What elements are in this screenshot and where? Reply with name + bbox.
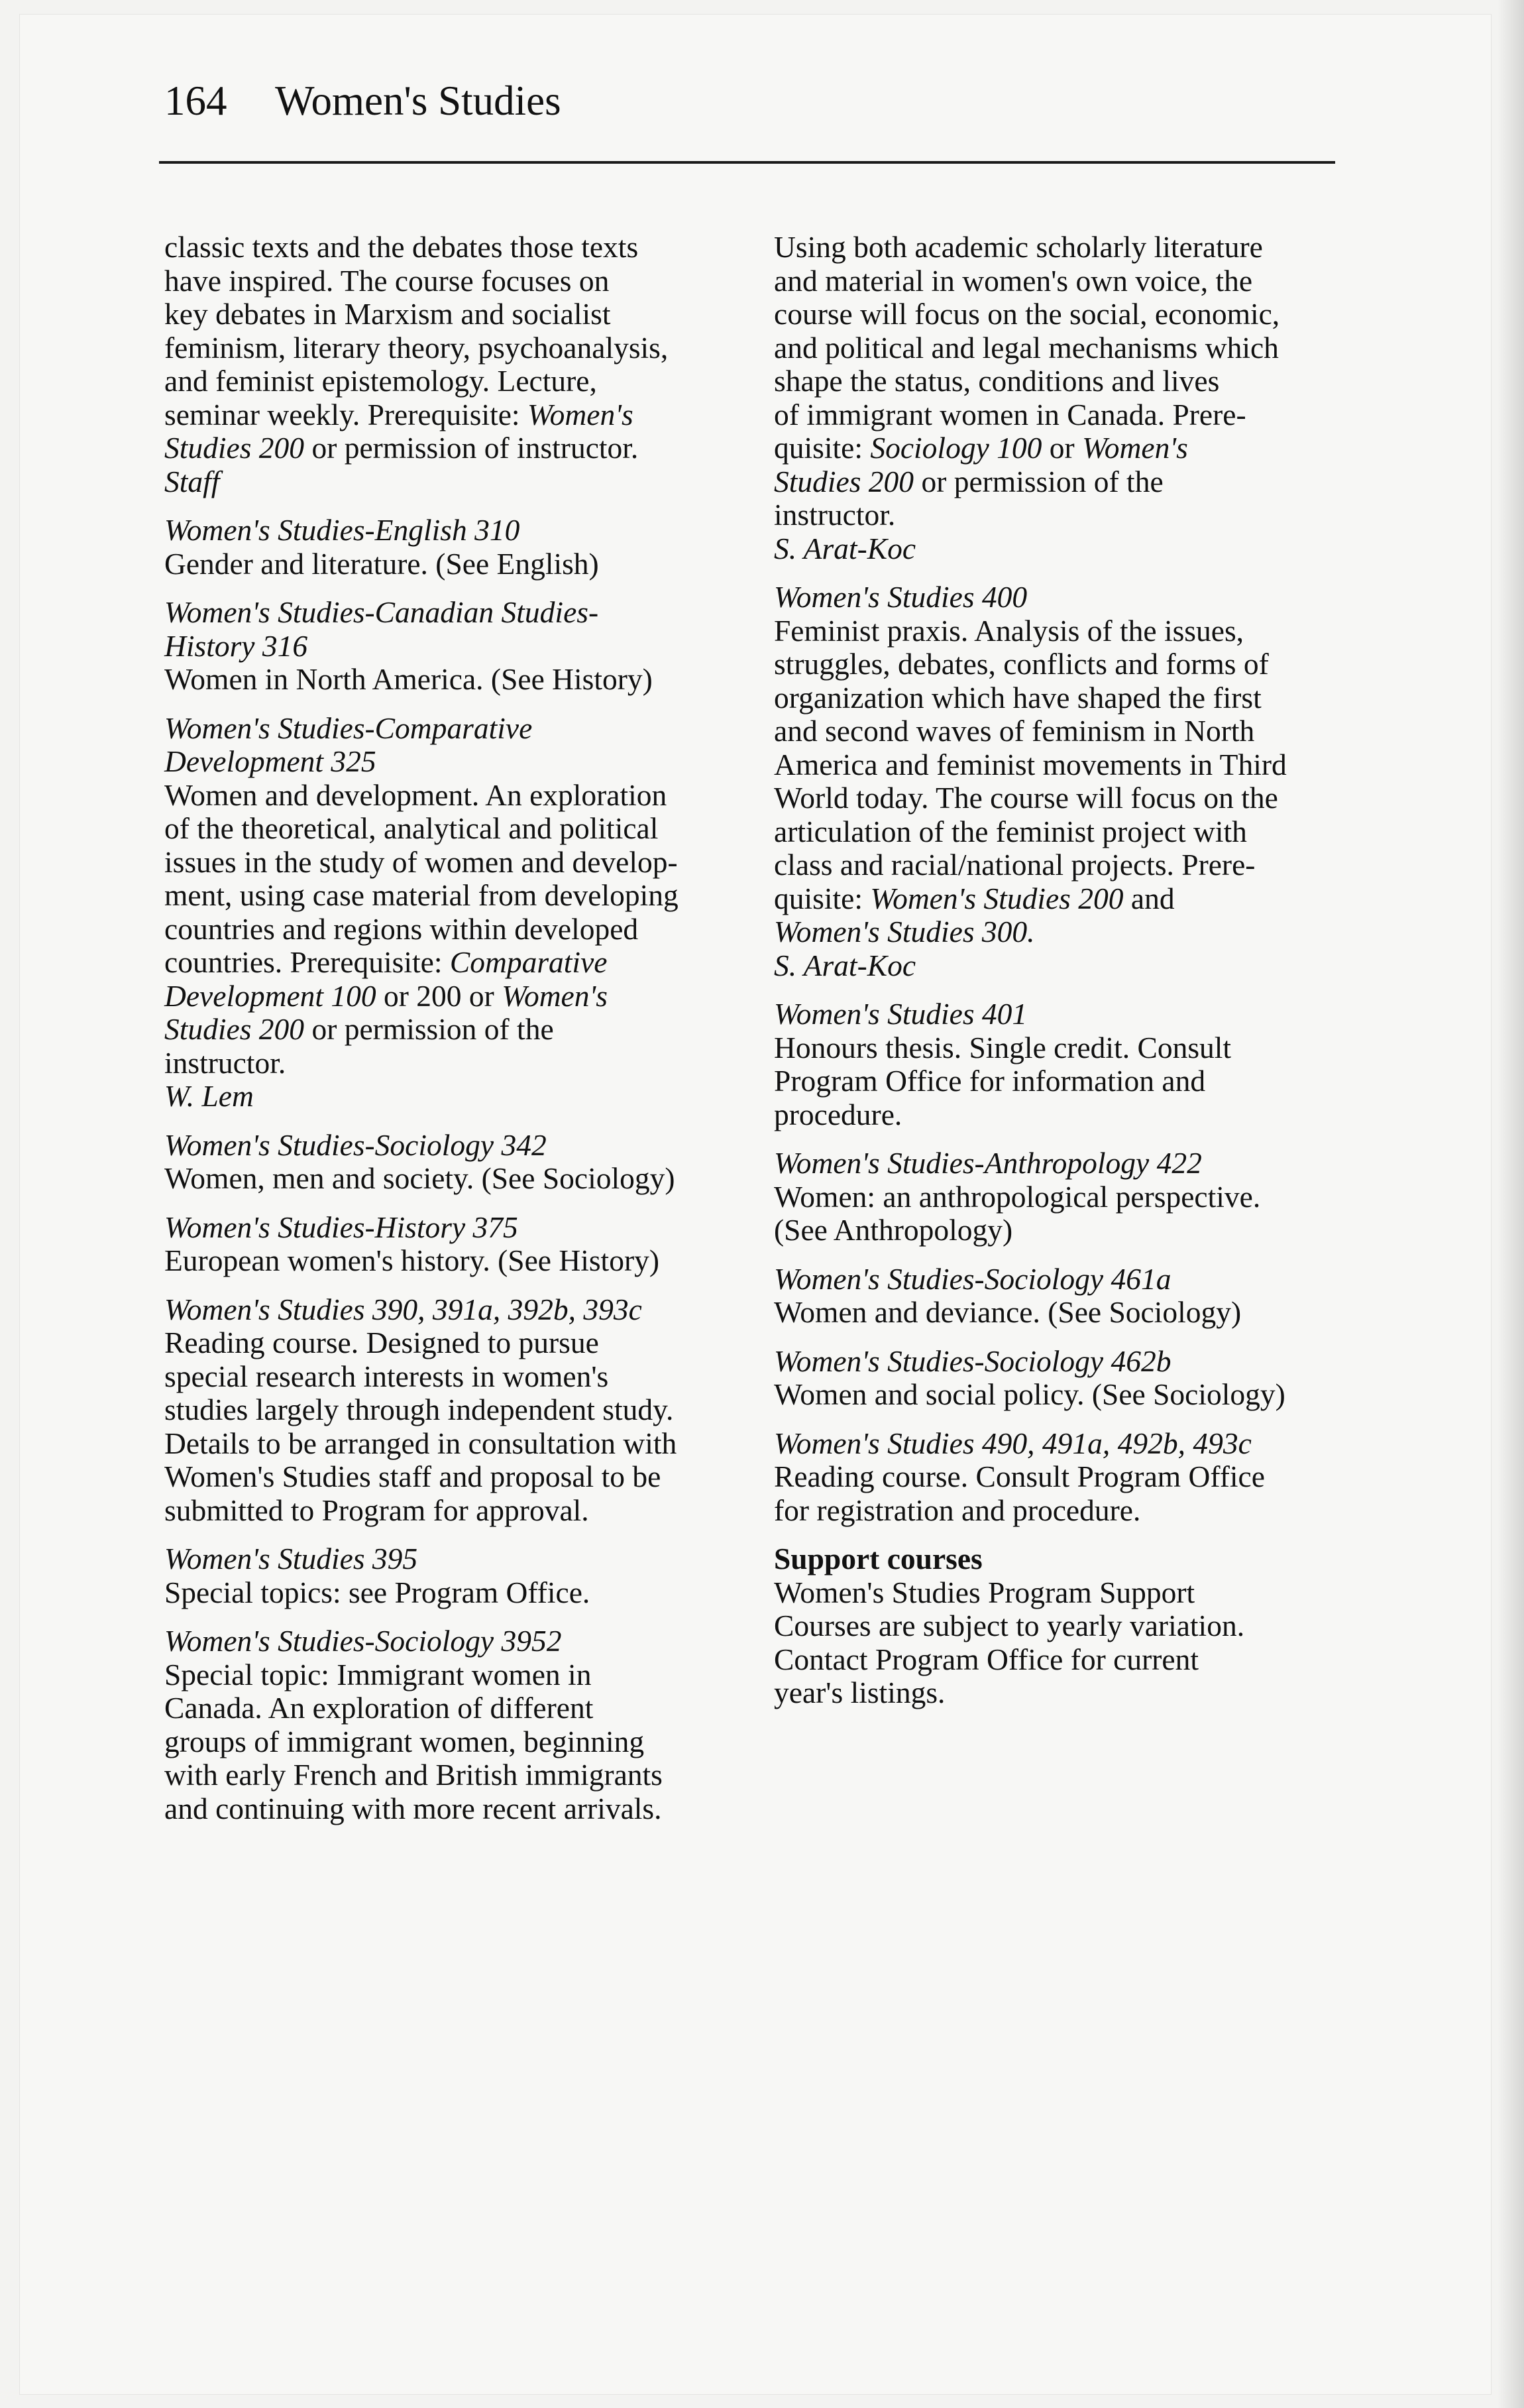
bleed-through [848, 1776, 1312, 2240]
right-column [774, 231, 1337, 1725]
course-title: Women's Studies-English 310 [164, 513, 520, 547]
course-description: Special topics: see Program Office. [164, 1575, 590, 1609]
course-entry: Women's Studies 490, 491a, 492b, 493c Reading course. Consult Program Office for registration and procedure. [774, 1427, 1337, 1528]
course-title: Women's Studies-Canadian Studies- [164, 595, 599, 629]
course-instructor: S. Arat-Koc [774, 531, 916, 565]
course-description: Women and deviance. (See Sociology) [774, 1295, 1242, 1329]
course-description: European women's history. (See History) [164, 1243, 659, 1277]
course-entry [164, 1211, 741, 1278]
course-title: Women's Studies-Anthropology 422 [774, 1146, 1202, 1180]
page-edge-shadow [1497, 0, 1524, 2408]
course-title: Women's Studies 401 [774, 997, 1028, 1031]
running-header [164, 74, 561, 127]
course-instructor: S. Arat-Koc [774, 948, 916, 982]
course-entry: Women's Studies 401 Honours thesis. Single credit. Consult Program Office for information and procedure. [774, 998, 1337, 1131]
section-title: Women's Studies [275, 78, 561, 124]
course-entry [164, 1542, 741, 1609]
course-instructor: W. Lem [164, 1079, 254, 1113]
course-instructor: Staff [164, 464, 220, 498]
course-title: Women's Studies-History 375 [164, 1210, 518, 1244]
course-title: Women's Studies 395 [164, 1542, 418, 1576]
support-courses-section: Support courses Women's Studies Program Support Courses are subject to yearly variation. Contact Program Office for current year's listings. [774, 1542, 1337, 1710]
course-entry-continuation: Using both academic scholarly literature and material in women's own voice, the course will focus on the social, economic, and political and legal mechanisms which shape the status, conditions and lives of immigrant women in Canada. Prere- quisite: Sociology 100 or Women's Studies 200 or permission of the instructor. S. Arat-Koc [774, 231, 1337, 565]
course-title: Development 325 [164, 744, 376, 778]
course-title: Women's Studies-Sociology 462b [774, 1344, 1171, 1378]
course-entry: Women's Studies-Comparative Development 325 Women and development. An exploration of the theoretical, analytical and political issues in the study of women and develop- ment, using case material from developing countries and regions within developed countries. Prerequisite: Comparative Development 100 or 200 or Women's Studies 200 or permission of the instructor. W. Lem [164, 712, 741, 1114]
section-heading: Support courses [774, 1542, 983, 1576]
course-description: Women, men and society. (See Sociology) [164, 1161, 675, 1195]
course-entry [164, 514, 741, 581]
course-title: Women's Studies-Sociology 3952 [164, 1624, 562, 1658]
course-entry: Women's Studies 390, 391a, 392b, 393c Reading course. Designed to pursue special research interests in women's studies largely through independent study. Details to be arranged in consultation with Women's Studies staff and proposal to be submitted to Program for approval. [164, 1293, 741, 1528]
course-title: Women's Studies-Sociology 461a [774, 1261, 1171, 1296]
course-description: Women and social policy. (See Sociology) [774, 1377, 1285, 1411]
course-entry: Women's Studies-Anthropology 422 Women: an anthropological perspective. (See Anthropology) [774, 1147, 1337, 1247]
course-title: Women's Studies-Sociology 342 [164, 1127, 547, 1162]
course-description: Gender and literature. (See English) [164, 546, 599, 581]
course-title: Women's Studies 400 [774, 580, 1028, 614]
course-entry [164, 596, 741, 697]
course-entry [774, 1345, 1337, 1412]
course-entry [164, 1129, 741, 1196]
left-column [164, 231, 741, 1841]
course-entry [774, 1263, 1337, 1330]
header-rule [159, 161, 1335, 164]
page-number: 164 [164, 78, 227, 124]
course-title: Women's Studies-Comparative [164, 711, 533, 745]
course-title: Women's Studies 490, 491a, 492b, 493c [774, 1426, 1252, 1460]
course-entry: Women's Studies-Sociology 3952 Special topic: Immigrant women in Canada. An exploration of different groups of immigrant women, beginning with early French and British immigrants and continuing with more recent arrivals. [164, 1625, 741, 1825]
course-title: Women's Studies 390, 391a, 392b, 393c [164, 1292, 642, 1326]
intro-continuation: classic texts and the debates those texts have inspired. The course focuses on key debates in Marxism and socialist feminism, literary theory, psychoanalysis, and feminist epistemology. Lecture, seminar weekly. Prerequisite: Women's Studies 200 or permission of instructor. Staff [164, 231, 741, 498]
course-title: History 316 [164, 628, 308, 663]
course-entry: Women's Studies 400 Feminist praxis. Analysis of the issues, struggles, debates, conflicts and forms of organization which have shaped the first and second waves of feminism in North America and feminist movements in Third World today. The course will focus on the articulation of the feminist project with class and racial/national projects. Prere- quisite: Women's Studies 200 and Women's Studies 300. S. Arat-Koc [774, 581, 1337, 982]
course-description: Women in North America. (See History) [164, 662, 653, 696]
